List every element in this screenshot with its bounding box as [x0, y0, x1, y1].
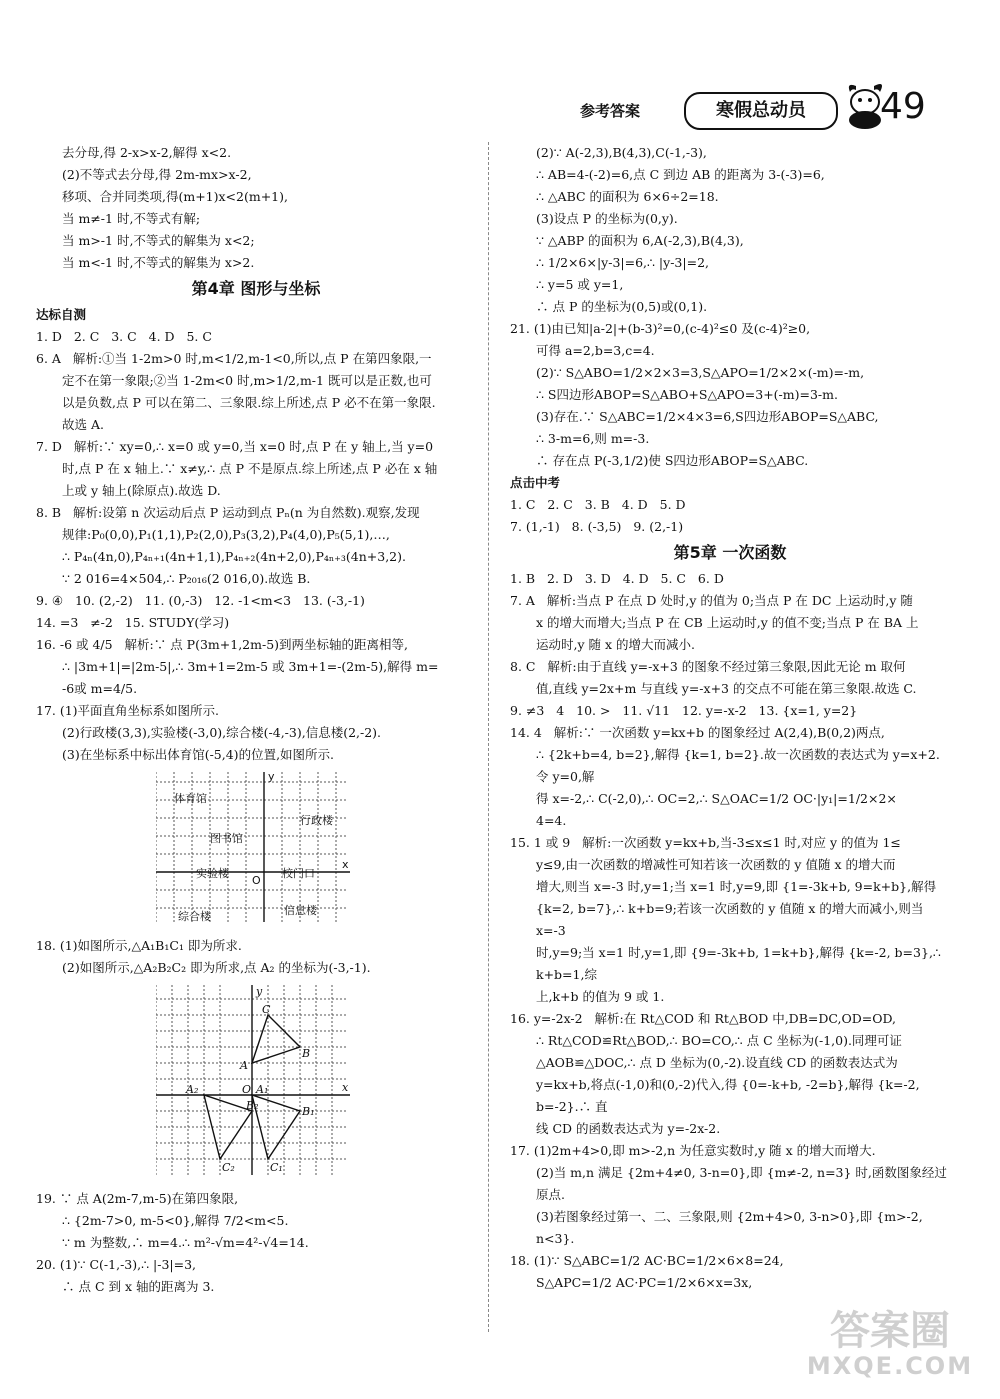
text-line: 时,y=9;当 x=1 时,y=1,即 {9=-3k+b, 1=k+b},解得 {k=-2, b=3},∴ k+b=1,综 — [536, 945, 945, 982]
text-line: (2)当 m,n 满足 {2m+4≠0, 3-n=0},即 {m≠-2, n=3} 时,函数图象经过原点. — [536, 1165, 947, 1202]
text-line: ∴ △ABC 的面积为 6×6÷2=18. — [536, 189, 719, 204]
left-block-b — [36, 326, 476, 766]
section-title-2: 点击中考 — [510, 475, 561, 490]
text-line: ∴ y=5 或 y=1, — [536, 277, 624, 292]
text-line: ∴ S四边形ABOP=S△ABO+S△APO=3+(-m)=3-m. — [536, 387, 838, 402]
text-line: 以是负数,点 P 可以在第二、三象限.综上所述,点 P 必不在第一象限. — [62, 395, 436, 410]
text-line: 14. =3 ≠-2 15. STUDY(学习) — [36, 615, 230, 630]
left-column — [36, 142, 476, 1298]
text-line: y≤9,由一次函数的增减性可知若该一次函数的 y 值随 x 的增大而 — [536, 857, 896, 872]
point-c1: C₁ — [270, 1161, 283, 1174]
label-xingzhenglou: 行政楼 — [300, 814, 333, 827]
label-tiyuguan: 体育馆 — [174, 792, 207, 805]
origin-label: O — [252, 874, 261, 887]
text-line: 18. (1)∵ S△ABC=1/2 AC·BC=1/2×6×8=24, — [510, 1253, 784, 1268]
point-b2: B₂ — [246, 1099, 259, 1112]
book-title: 寒假总动员 — [684, 92, 838, 130]
text-line: 17. (1)平面直角坐标系如图所示. — [36, 703, 220, 718]
text-line: (3)设点 P 的坐标为(0,y). — [536, 211, 678, 226]
text-line: 上,k+b 的值为 9 或 1. — [536, 989, 665, 1004]
text-line: 可得 a=2,b=3,c=4. — [536, 343, 655, 358]
y-axis-label-2: y — [256, 985, 263, 998]
text-line: ∴ P₄ₙ(4n,0),P₄ₙ₊₁(4n+1,1),P₄ₙ₊₂(4n+2,0),P₄ₙ₊₃(4n+3,2). — [62, 549, 406, 564]
origin-label-2: O — [242, 1083, 252, 1096]
text-line: (2)如图所示,△A₂B₂C₂ 即为所求,点 A₂ 的坐标为(-3,-1). — [62, 960, 371, 975]
text-line: ∵ m 为整数,∴ m=4.∴ m²-√m=4²-√4=14. — [62, 1235, 309, 1250]
text-line: 19. ∵ 点 A(2m-7,m-5)在第四象限, — [36, 1191, 239, 1206]
left-block-a — [36, 142, 476, 274]
text-line: 1. B 2. D 3. D 4. D 5. C 6. D — [510, 571, 724, 586]
text-line: 7. D 解析:∵ xy=0,∴ x=0 或 y=0,当 x=0 时,点 P 在 y 轴上,当 y=0 — [36, 439, 434, 454]
text-line: ∴ 点 C 到 x 轴的距离为 3. — [62, 1279, 215, 1294]
text-line: -6或 m=4/5. — [62, 681, 138, 696]
x-axis-label-2: x — [342, 1081, 349, 1094]
text-line: (2)∵ S△ABO=1/2×2×3=3,S△APO=1/2×2×(-m)=-m, — [536, 365, 865, 380]
text-line: ∴ 3-m=6,则 m=-3. — [536, 431, 650, 446]
text-line: 18. (1)如图所示,△A₁B₁C₁ 即为所求. — [36, 938, 242, 953]
point-c: C — [262, 1003, 271, 1016]
text-line: 当 m≠-1 时,不等式有解; — [62, 211, 201, 226]
chapter5-title: 第5章 一次函数 — [673, 543, 787, 562]
text-line: 14. 4 解析:∵ 一次函数 y=kx+b 的图象经过 A(2,4),B(0,2)两点, — [510, 725, 885, 740]
text-line: ∴ 点 P 的坐标为(0,5)或(0,1). — [536, 299, 708, 314]
text-line: ∴ {2k+b=4, b=2},解得 {k=1, b=2}.故一次函数的表达式为 y=x+2.令 y=0,解 — [536, 747, 940, 784]
label-zonghelou: 综合楼 — [178, 910, 211, 922]
triangle-figure — [156, 985, 356, 1175]
site-watermark — [800, 1309, 980, 1379]
point-c2: C₂ — [222, 1161, 235, 1174]
label-shiyanlou: 实验楼 — [196, 867, 229, 880]
label-tushuguan: 图书馆 — [210, 832, 243, 845]
right-column — [510, 142, 950, 1294]
text-line: 运动时,y 随 x 的增大而减小. — [536, 637, 695, 652]
text-line: 定不在第一象限;②当 1-2m<0 时,m>1/2,m-1 既可以是正数,也可 — [62, 373, 432, 388]
text-line: ∴ AB=4-(-2)=6,点 C 到边 AB 的距离为 3-(-3)=6, — [536, 167, 825, 182]
point-b: B — [302, 1047, 311, 1060]
text-line: ∴ {2m-7>0, m-5<0},解得 7/2<m<5. — [62, 1213, 289, 1228]
header-label: 参考答案 — [580, 102, 641, 120]
column-divider — [488, 142, 489, 1332]
text-line: 当 m>-1 时,不等式的解集为 x<2; — [62, 233, 255, 248]
text-line: 线 CD 的函数表达式为 y=-2x-2. — [536, 1121, 721, 1136]
text-line: (2)不等式去分母,得 2m-mx>x-2, — [62, 167, 252, 182]
label-xiaomenkou: 校门口 — [282, 867, 315, 880]
text-line: 值,直线 y=2x+m 与直线 y=-x+3 的交点不可能在第三象限.故选 C. — [536, 681, 917, 696]
text-line: (3)若图象经过第一、二、三象限,则 {2m+4>0, 3-n>0},即 {m>-2, n<3}. — [536, 1209, 927, 1246]
text-line: 1. D 2. C 3. C 4. D 5. C — [36, 329, 212, 344]
text-line: ∵ 2 016=4×504,∴ P₂₀₁₆(2 016,0).故选 B. — [62, 571, 311, 586]
text-line: 15. 1 或 9 解析:一次函数 y=kx+b,当-3≤x≤1 时,对应 y 的值为 1≤ — [510, 835, 901, 850]
text-line: 7. A 解析:当点 P 在点 D 处时,y 的值为 0;当点 P 在 DC 上运动时,y 随 — [510, 593, 913, 608]
text-line: y=kx+b,将点(-1,0)和(0,-2)代入,得 {0=-k+b, -2=b},解得 {k=-2, b=-2}.∴ 直 — [536, 1077, 924, 1114]
text-line: △AOB≌△DOC,∴ 点 D 坐标为(0,-2).设直线 CD 的函数表达式为 — [536, 1055, 898, 1070]
page-number: 49 — [880, 86, 926, 127]
text-line: 16. -6 或 4/5 解析:∵ 点 P(3m+1,2m-5)到两坐标轴的距离相等, — [36, 637, 408, 652]
text-line: 20. (1)∵ C(-1,-3),∴ |-3|=3, — [36, 1257, 197, 1272]
text-line: 1. C 2. C 3. B 4. D 5. D — [510, 497, 686, 512]
text-line: 21. (1)由已知|a-2|+(b-3)²=0,(c-4)²≤0 及(c-4)²≥0, — [510, 321, 811, 336]
text-line: ∵ △ABP 的面积为 6,A(-2,3),B(4,3), — [536, 233, 744, 248]
page-header — [580, 86, 940, 132]
label-xinxilou: 信息楼 — [284, 904, 317, 917]
section-title: 达标自测 — [36, 307, 87, 322]
right-block-a — [510, 142, 950, 472]
text-line: ∴ 存在点 P(-3,1/2)使 S四边形ABOP=S△ABC. — [536, 453, 809, 468]
right-block-b — [510, 494, 950, 538]
text-line: S△APC=1/2 AC·PC=1/2×6×x=3x, — [536, 1275, 753, 1290]
chapter4-title: 第4章 图形与坐标 — [191, 279, 321, 298]
text-line: 当 m<-1 时,不等式的解集为 x>2. — [62, 255, 255, 270]
text-line: x 的增大而增大;当点 P 在 CB 上运动时,y 的值不变;当点 P 在 BA 上 — [536, 615, 919, 630]
point-a2: A₂ — [186, 1083, 199, 1096]
text-line: 去分母,得 2-x>x-2,解得 x<2. — [62, 145, 232, 160]
text-line: {k=2, b=7},∴ k+b=9;若该一次函数的 y 值随 x 的增大而减小,则当 x=-3 — [536, 901, 928, 938]
text-line: (3)存在.∵ S△ABC=1/2×4×3=6,S四边形ABOP=S△ABC, — [536, 409, 879, 424]
left-block-c — [36, 935, 476, 979]
left-block-d — [36, 1188, 476, 1298]
right-block-c — [510, 568, 950, 1294]
x-axis-label: x — [342, 858, 349, 871]
text-line: 16. y=-2x-2 解析:在 Rt△COD 和 Rt△BOD 中,DB=DC,OD=OD, — [510, 1011, 897, 1026]
text-line: 17. (1)2m+4>0,即 m>-2,n 为任意实数时,y 随 x 的增大而增大. — [510, 1143, 876, 1158]
watermark-line2: MXQE.COM — [806, 1352, 974, 1380]
point-a1: A₁ — [256, 1083, 269, 1096]
text-line: 6. A 解析:①当 1-2m>0 时,m<1/2,m-1<0,所以,点 P 在第四象限,一 — [36, 351, 432, 366]
campus-map-figure — [156, 772, 356, 922]
text-line: (3)在坐标系中标出体育馆(-5,4)的位置,如图所示. — [62, 747, 335, 762]
text-line: 7. (1,-1) 8. (-3,5) 9. (2,-1) — [510, 519, 684, 534]
text-line: 8. B 解析:设第 n 次运动后点 P 运动到点 Pₙ(n 为自然数).观察,发现 — [36, 505, 420, 520]
text-line: ∴ Rt△COD≌Rt△BOD,∴ BO=CO,∴ 点 C 坐标为(-1,0).同理可证 — [536, 1033, 902, 1048]
text-line: ∴ |3m+1|=|2m-5|,∴ 3m+1=2m-5 或 3m+1=-(2m-5),解得 m= — [62, 659, 439, 674]
text-line: 得 x=-2,∴ C(-2,0),∴ OC=2,∴ S△OAC=1/2 OC·|y₁|=1/2×2× — [536, 791, 897, 806]
text-line: 上或 y 轴上(除原点).故选 D. — [62, 483, 221, 498]
text-line: 故选 A. — [62, 417, 104, 432]
text-line: 4=4. — [536, 813, 567, 828]
text-line: 9. ④ 10. (2,-2) 11. (0,-3) 12. -1<m<3 13. (-3,-1) — [36, 593, 365, 608]
y-axis-label: y — [268, 772, 275, 783]
point-a: A — [240, 1059, 248, 1072]
text-line: 规律:P₀(0,0),P₁(1,1),P₂(2,0),P₃(3,2),P₄(4,0),P₅(5,1),…, — [62, 527, 390, 542]
text-line: 移项、合并同类项,得(m+1)x<2(m+1), — [62, 189, 288, 204]
text-line: 9. ≠3 4 10. > 11. √11 12. y=-x-2 13. {x=1, y=2} — [510, 703, 858, 718]
text-line: ∴ 1/2×6×|y-3|=6,∴ |y-3|=2, — [536, 255, 709, 270]
text-line: 时,点 P 在 x 轴上.∵ x≠y,∴ 点 P 不是原点.综上所述,点 P 必在 x 轴 — [62, 461, 438, 476]
text-line: 8. C 解析:由于直线 y=-x+3 的图象不经过第三象限,因此无论 m 取何 — [510, 659, 906, 674]
text-line: (2)∵ A(-2,3),B(4,3),C(-1,-3), — [536, 145, 707, 160]
text-line: 增大,则当 x=-3 时,y=1;当 x=1 时,y=9,即 {1=-3k+b, 9=k+b},解得 — [536, 879, 937, 894]
point-b1: B₁ — [302, 1105, 315, 1118]
text-line: (2)行政楼(3,3),实验楼(-3,0),综合楼(-4,-3),信息楼(2,-2). — [62, 725, 382, 740]
watermark-line1: 答案圈 — [830, 1308, 950, 1354]
